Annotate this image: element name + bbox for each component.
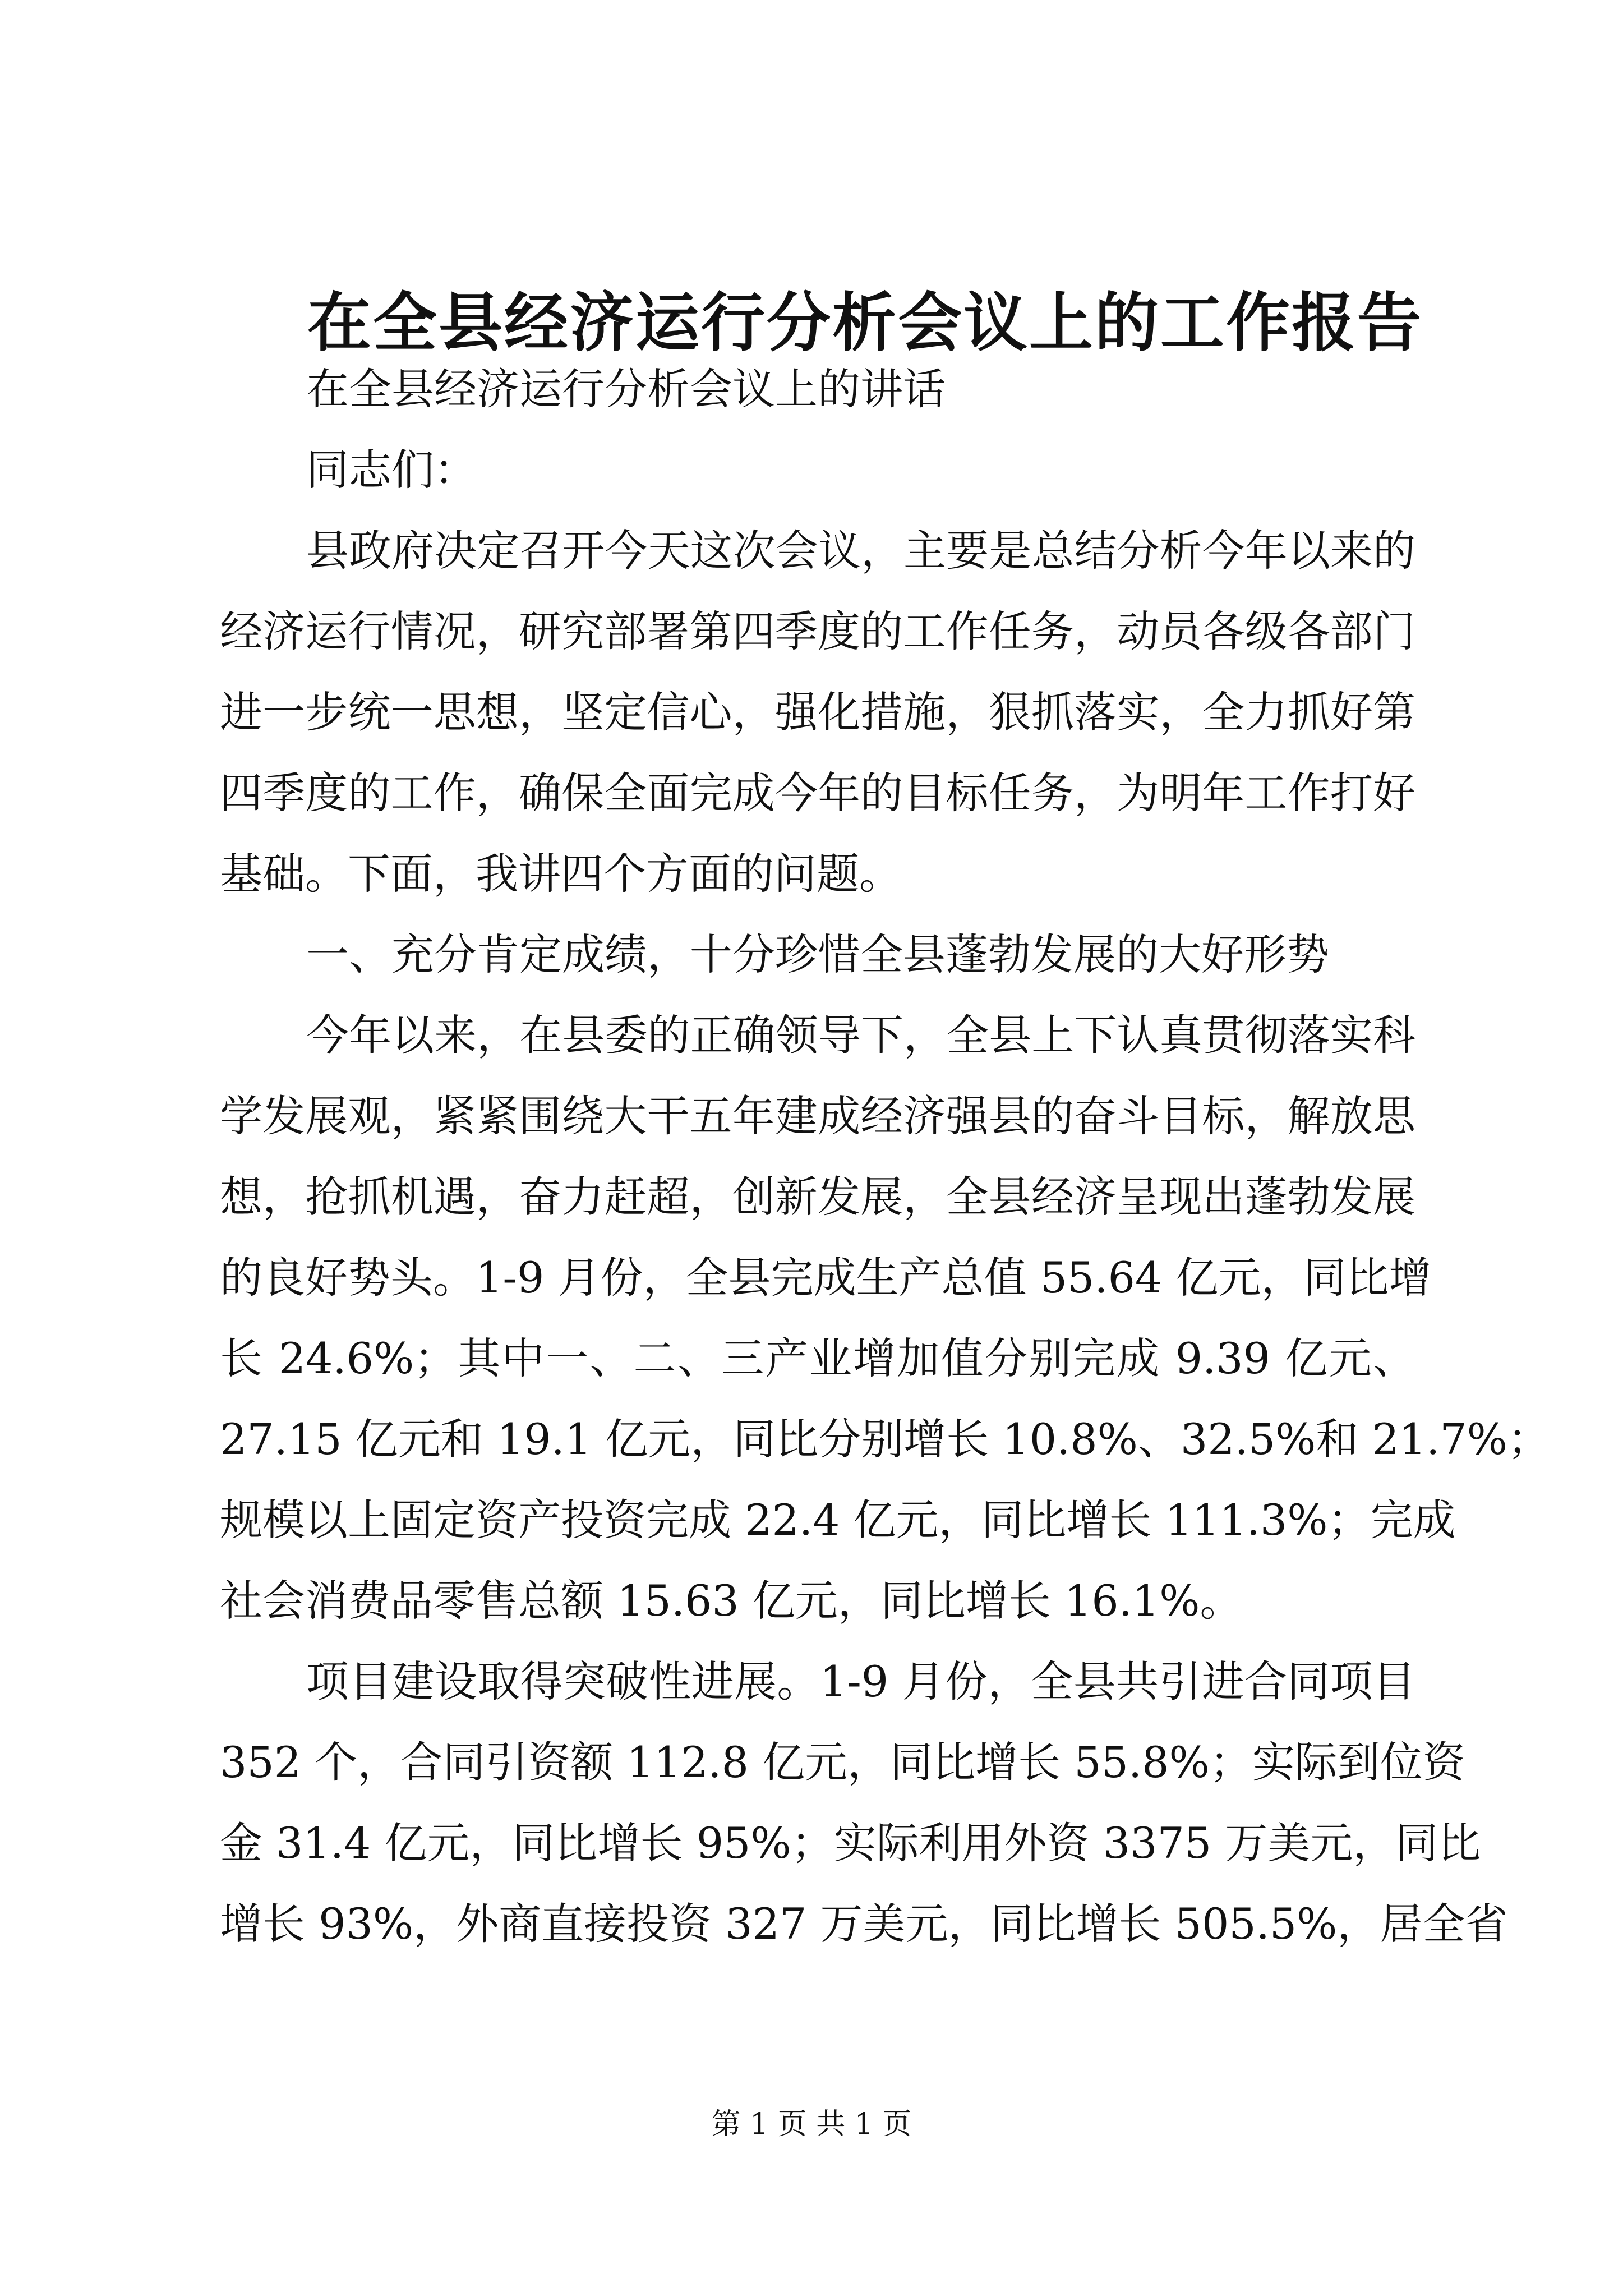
text-line: 进一步统一思想，坚定信心，强化措施，狠抓落实，全力抓好第: [220, 687, 1415, 737]
text-line: 项目建设取得突破性进展。1-9 月份，全县共引进合同项目: [306, 1657, 1415, 1706]
text-line: 基础。下面，我讲四个方面的问题。: [220, 849, 902, 899]
text-line: 的良好势头。1-9 月份，全县完成生产总值 55.64 亿元，同比增: [220, 1253, 1432, 1303]
text-line: 27.15 亿元和 19.1 亿元，同比分别增长 10.8%、32.5%和 21.7%；: [220, 1414, 1550, 1464]
text-line: 规模以上固定资产投资完成 22.4 亿元，同比增长 111.3%；完成: [220, 1495, 1456, 1545]
document-title: 在全县经济运行分析会议上的工作报告: [307, 285, 1423, 360]
text-line: 社会消费品零售总额 15.63 亿元，同比增长 16.1%。: [220, 1576, 1243, 1626]
text-line: 想，抢抓机遇，奋力赶超，创新发展，全县经济呈现出蓬勃发展: [220, 1172, 1415, 1222]
text-line: 长 24.6%；其中一、二、三产业增加值分别完成 9.39 亿元、: [220, 1333, 1415, 1383]
text-line: 增长 93%，外商直接投资 327 万美元，同比增长 505.5%，居全省: [220, 1899, 1508, 1949]
text-line: 今年以来，在县委的正确领导下，全县上下认真贯彻落实科: [306, 1010, 1415, 1060]
text-line: 在全县经济运行分析会议上的讲话: [306, 364, 946, 414]
text-line: 一、充分肯定成绩，十分珍惜全县蓬勃发展的大好形势: [306, 930, 1329, 979]
document-body: [220, 349, 1550, 1964]
page-footer: 第 1 页 共 1 页: [711, 2108, 912, 2141]
text-line: 经济运行情况，研究部署第四季度的工作任务，动员各级各部门: [220, 606, 1415, 656]
text-line: 金 31.4 亿元，同比增长 95%；实际利用外资 3375 万美元，同比: [220, 1818, 1481, 1868]
text-line: 352 个，合同引资额 112.8 亿元，同比增长 55.8%；实际到位资: [220, 1737, 1465, 1787]
text-line: 四季度的工作，确保全面完成今年的目标任务，为明年工作打好: [220, 768, 1415, 818]
text-line: 同志们：: [306, 445, 477, 495]
text-line: 学发展观，紧紧围绕大干五年建成经济强县的奋斗目标，解放思: [220, 1091, 1415, 1141]
text-line: 县政府决定召开今天这次会议，主要是总结分析今年以来的: [306, 526, 1415, 576]
